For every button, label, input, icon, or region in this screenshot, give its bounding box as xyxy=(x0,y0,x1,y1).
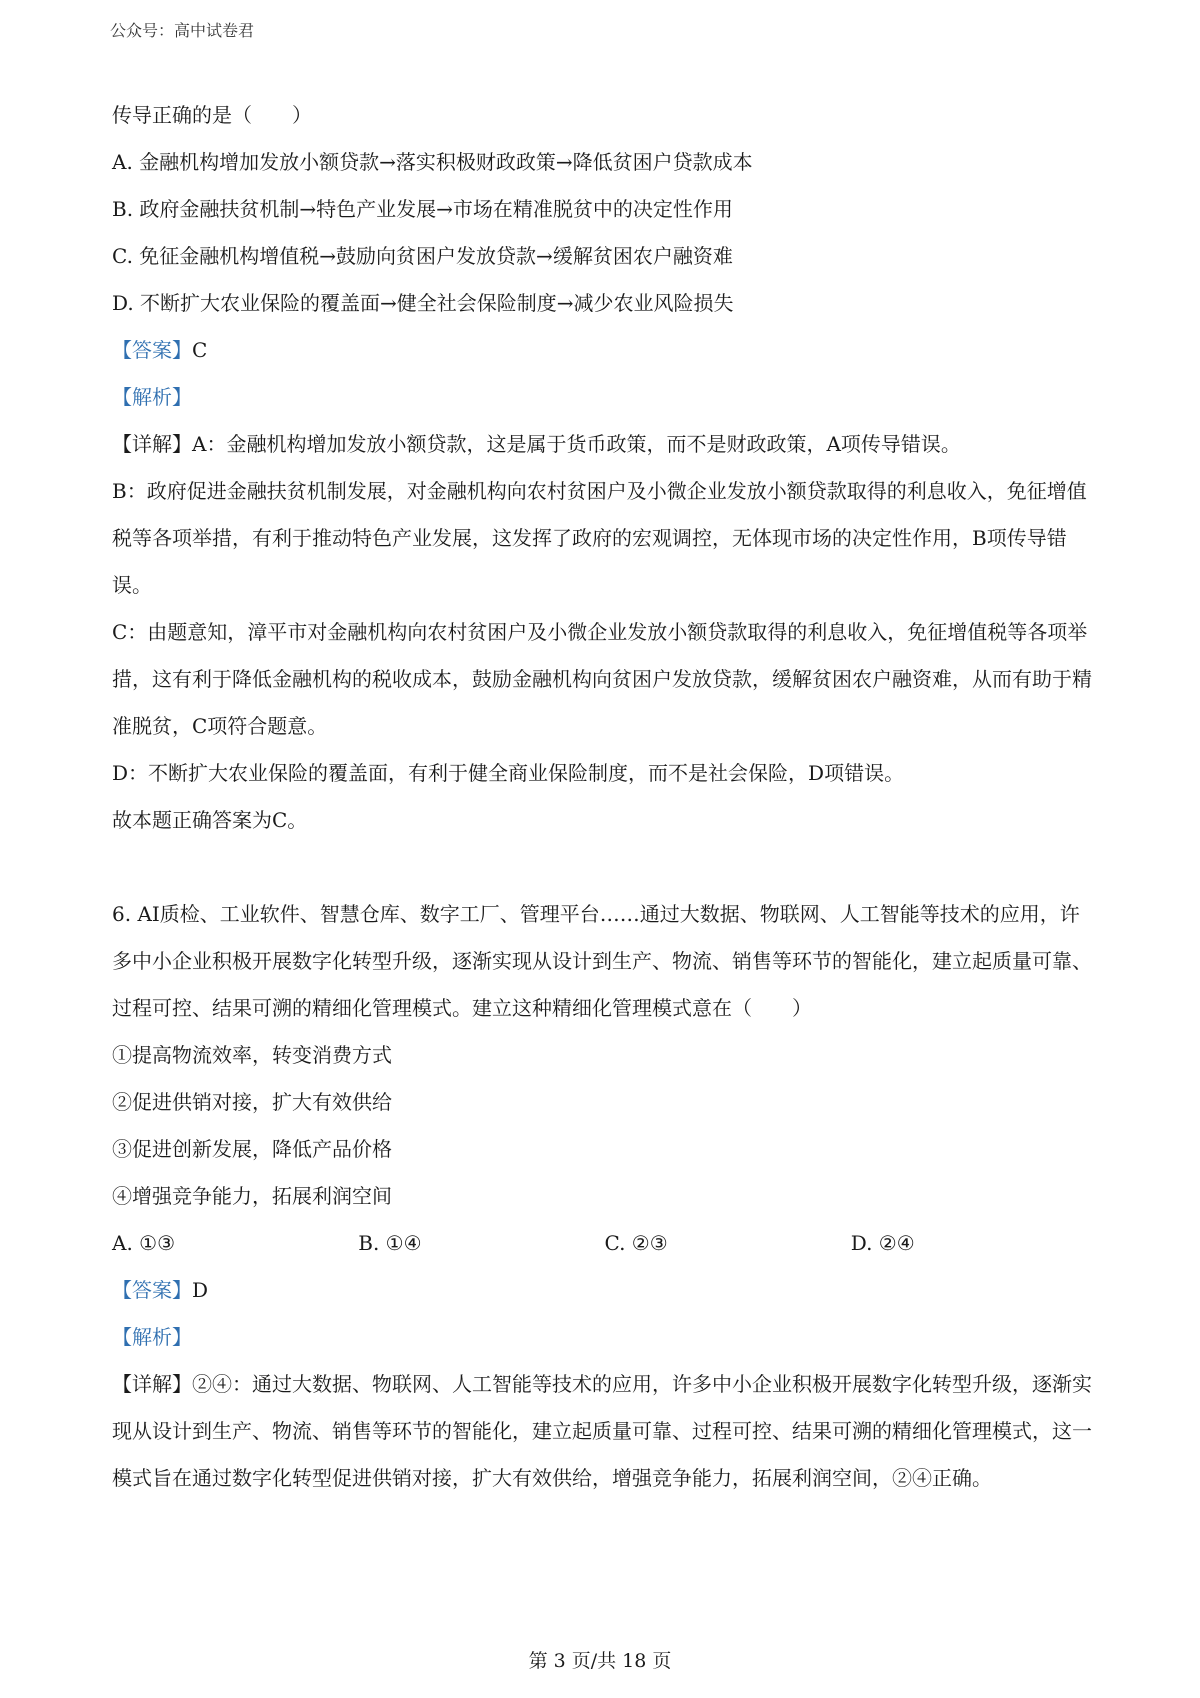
q5-detail-c: C：由题意知，漳平市对金融机构向农村贫困户及小微企业发放小额贷款取得的利息收入，免征增值税等各项举措，这有利于降低金融机构的税收成本，鼓励金融机构向贫困户发放贷款，缓解贫困农户融资难，从而有助于精准脱贫，C项符合题意。 xyxy=(112,620,1092,738)
q5-answer xyxy=(112,327,1097,374)
q6-analysis-tag: 【解析】 xyxy=(112,1325,192,1349)
q5-conclusion: 故本题正确答案为C。 xyxy=(112,808,308,832)
q5-detail-a: 【详解】A：金融机构增加发放小额贷款，这是属于货币政策，而不是财政政策，A项传导错误。 xyxy=(112,432,961,456)
q6-item-4: ④增强竞争能力，拓展利润空间 xyxy=(112,1184,392,1208)
q6-item-2: ②促进供销对接，扩大有效供给 xyxy=(112,1090,392,1114)
q6-choice-d: D. ②④ xyxy=(850,1231,915,1255)
header-source: 公众号：高中试卷君 xyxy=(110,21,255,40)
q5-detail-b: B：政府促进金融扶贫机制发展，对金融机构向农村贫困户及小微企业发放小额贷款取得的利息收入，免征增值税等各项举措，有利于推动特色产业发展，这发挥了政府的宏观调控，无体现市场的决定性作用，B项传导错误。 xyxy=(112,479,1087,597)
q6-choices xyxy=(112,1220,1097,1267)
q5-option-d: D. 不断扩大农业保险的覆盖面→健全社会保险制度→减少农业风险损失 xyxy=(112,291,734,315)
q5-analysis-tag: 【解析】 xyxy=(112,385,192,409)
q5-option-c: C. 免征金融机构增值税→鼓励向贫困户发放贷款→缓解贫困农户融资难 xyxy=(112,244,733,268)
q6-choice-c: C. ②③ xyxy=(604,1231,668,1255)
answer-value: C xyxy=(192,338,208,362)
q6-stem: 6. AI质检、工业软件、智慧仓库、数字工厂、管理平台……通过大数据、物联网、人工智能等技术的应用，许多中小企业积极开展数字化转型升级，逐渐实现从设计到生产、物流、销售等环节的智能化，建立起质量可靠、过程可控、结果可溯的精细化管理模式。建立这种精细化管理模式意在（ ） xyxy=(112,902,1092,1020)
q5-detail-d: D：不断扩大农业保险的覆盖面，有利于健全商业保险制度，而不是社会保险，D项错误。 xyxy=(112,761,905,785)
q6-item-1: ①提高物流效率，转变消费方式 xyxy=(112,1043,392,1067)
q6-choice-b: B. ①④ xyxy=(358,1231,422,1255)
q6-choice-a: A. ①③ xyxy=(112,1231,176,1255)
answer-value: D xyxy=(192,1278,209,1302)
q6-item-3: ③促进创新发展，降低产品价格 xyxy=(112,1137,392,1161)
q6-detail: 【详解】②④：通过大数据、物联网、人工智能等技术的应用，许多中小企业积极开展数字化转型升级，逐渐实现从设计到生产、物流、销售等环节的智能化，建立起质量可靠、过程可控、结果可溯的精细化管理模式，这一模式旨在通过数字化转型促进供销对接，扩大有效供给，增强竞争能力，拓展利润空间，②④正确。 xyxy=(112,1372,1092,1490)
q6-answer xyxy=(112,1267,1097,1314)
q5-stem-tail: 传导正确的是（ ） xyxy=(112,103,312,127)
q5-option-a: A. 金融机构增加发放小额贷款→落实积极财政政策→降低贫困户贷款成本 xyxy=(112,150,753,174)
document-body xyxy=(112,92,1097,1502)
page-number: 第 3 页/共 18 页 xyxy=(528,1650,672,1672)
answer-tag: 【答案】 xyxy=(112,1278,192,1302)
q5-option-b: B. 政府金融扶贫机制→特色产业发展→市场在精准脱贫中的决定性作用 xyxy=(112,197,733,221)
answer-tag: 【答案】 xyxy=(112,338,192,362)
